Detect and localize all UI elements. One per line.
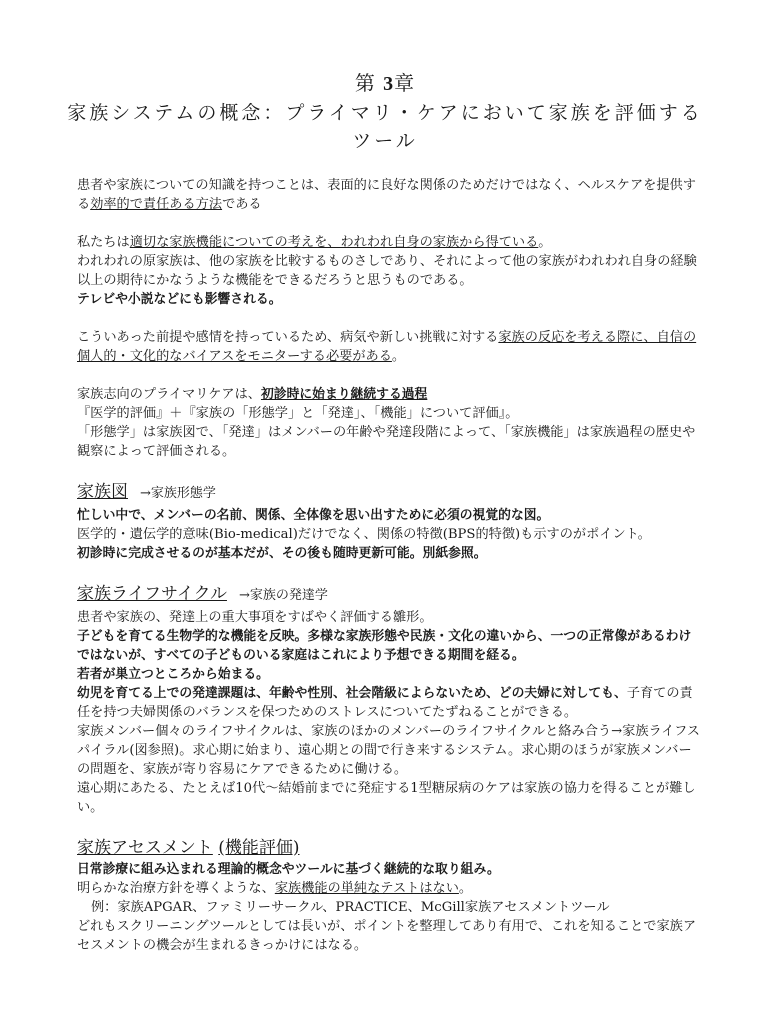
lifecycle-line-6: 遠心期にあたる、たとえば10代～結婚前までに発症する1型糖尿病のケアは家族の協力を得ることが難しい。 — [77, 781, 696, 815]
chapter-label: 第 3章 — [354, 71, 416, 95]
lifecycle-line-1: 患者や家族の、発達上の重大事項をすばやく評価する雛形。 — [77, 610, 433, 625]
lifecycle-line-3: 若者が巣立つところから始まる。 — [77, 667, 269, 682]
assessment-line-2: 明らかな治療方針を導くような、家族機能の単純なテストはない。 — [77, 881, 473, 896]
lifecycle-line-4: 幼児を育てる上での発達課題は、年齢や性別、社会階級によらないため、どの夫婦に対しても、子育ての責任を持つ夫婦関係のバランスを保つためのストレスについてたずねることができる。 — [77, 686, 693, 720]
page-title: 家族システムの概念：プライマリ・ケアにおいて家族を評価するツール — [67, 102, 703, 152]
intro-paragraph-5: こういあった前提や感情を持っているため、病気や新しい挑戦に対する家族の反応を考える際に、自信の個人的・文化的なバイアスをモニターする必要がある。 — [77, 330, 697, 364]
document-body — [77, 176, 702, 955]
section-heading-genogram: 家族図 →家族形態学 — [77, 482, 216, 502]
intro-paragraph-4: テレビや小説などにも影響される。 — [77, 292, 282, 307]
intro-paragraph-7: 『医学的評価』＋『家族の「形態学」と「発達」、「機能」について評価』。 — [77, 406, 519, 421]
intro-paragraph-3: われわれの原家族は、他の家族を比較するものさしであり、それによって他の家族がわれわれ自身の経験以上の期待にかなうような機能をできるだろうと思うものである。 — [77, 254, 697, 288]
section-heading-lifecycle: 家族ライフサイクル →家族の発達学 — [77, 584, 328, 604]
intro-paragraph-6: 家族志向のプライマリケアは、初診時に始まり継続する過程 — [77, 387, 428, 402]
section-heading-assessment: 家族アセスメント (機能評価) — [77, 838, 300, 858]
title-block — [60, 70, 710, 155]
assessment-line-3: 例：家族APGAR、ファミリーサークル、PRACTICE、McGill家族アセスメントツール — [91, 900, 610, 915]
genogram-line-1: 忙しい中で、メンバーの名前、関係、全体像を思い出すために必須の視覚的な図。 — [77, 508, 550, 523]
genogram-line-3: 初診時に完成させるのが基本だが、その後も随時更新可能。別紙参照。 — [77, 546, 487, 561]
intro-paragraph-2: 私たちは適切な家族機能についての考えを、われわれ自身の家族から得ている。 — [77, 235, 552, 250]
lifecycle-line-2: 子どもを育てる生物学的な機能を反映。多様な家族形態や民族・文化の違いから、一つの正常像があるわけではないが、すべての子どものいる家庭はこれにより予想できる期間を経る。 — [77, 629, 692, 663]
intro-paragraph-1: 患者や家族についての知識を持つことは、表面的に良好な関係のためだけではなく、ヘルスケアを提供する効率的で責任ある方法である — [77, 178, 696, 212]
intro-paragraph-8: 「形態学」は家族図で、「発達」はメンバーの年齢や発達段階によって、「家族機能」は家族過程の歴史や観察によって評価される。 — [77, 425, 696, 459]
genogram-line-2: 医学的・遺伝学的意味(Bio-medical)だけでなく、関係の特徴(BPS的特徴)も示すのがポイント。 — [77, 527, 651, 542]
lifecycle-line-5: 家族メンバー個々のライフサイクルは、家族のほかのメンバーのライフサイクルと絡み合う→家族ライフスパイラル(図参照)。求心期に始まり、遠心期との間で行き来するシステム。求心期のほうが家族メンバーの問題を、家族が寄り容易にケアできるために働ける。 — [77, 724, 700, 777]
assessment-line-4: どれもスクリーニングツールとしては長いが、ポイントを整理してあり有用で、これを知ることで家族アセスメントの機会が生まれるきっかけにはなる。 — [77, 919, 697, 953]
assessment-line-1: 日常診療に組み込まれる理論的概念やツールに基づく継続的な取り組み。 — [77, 862, 500, 877]
